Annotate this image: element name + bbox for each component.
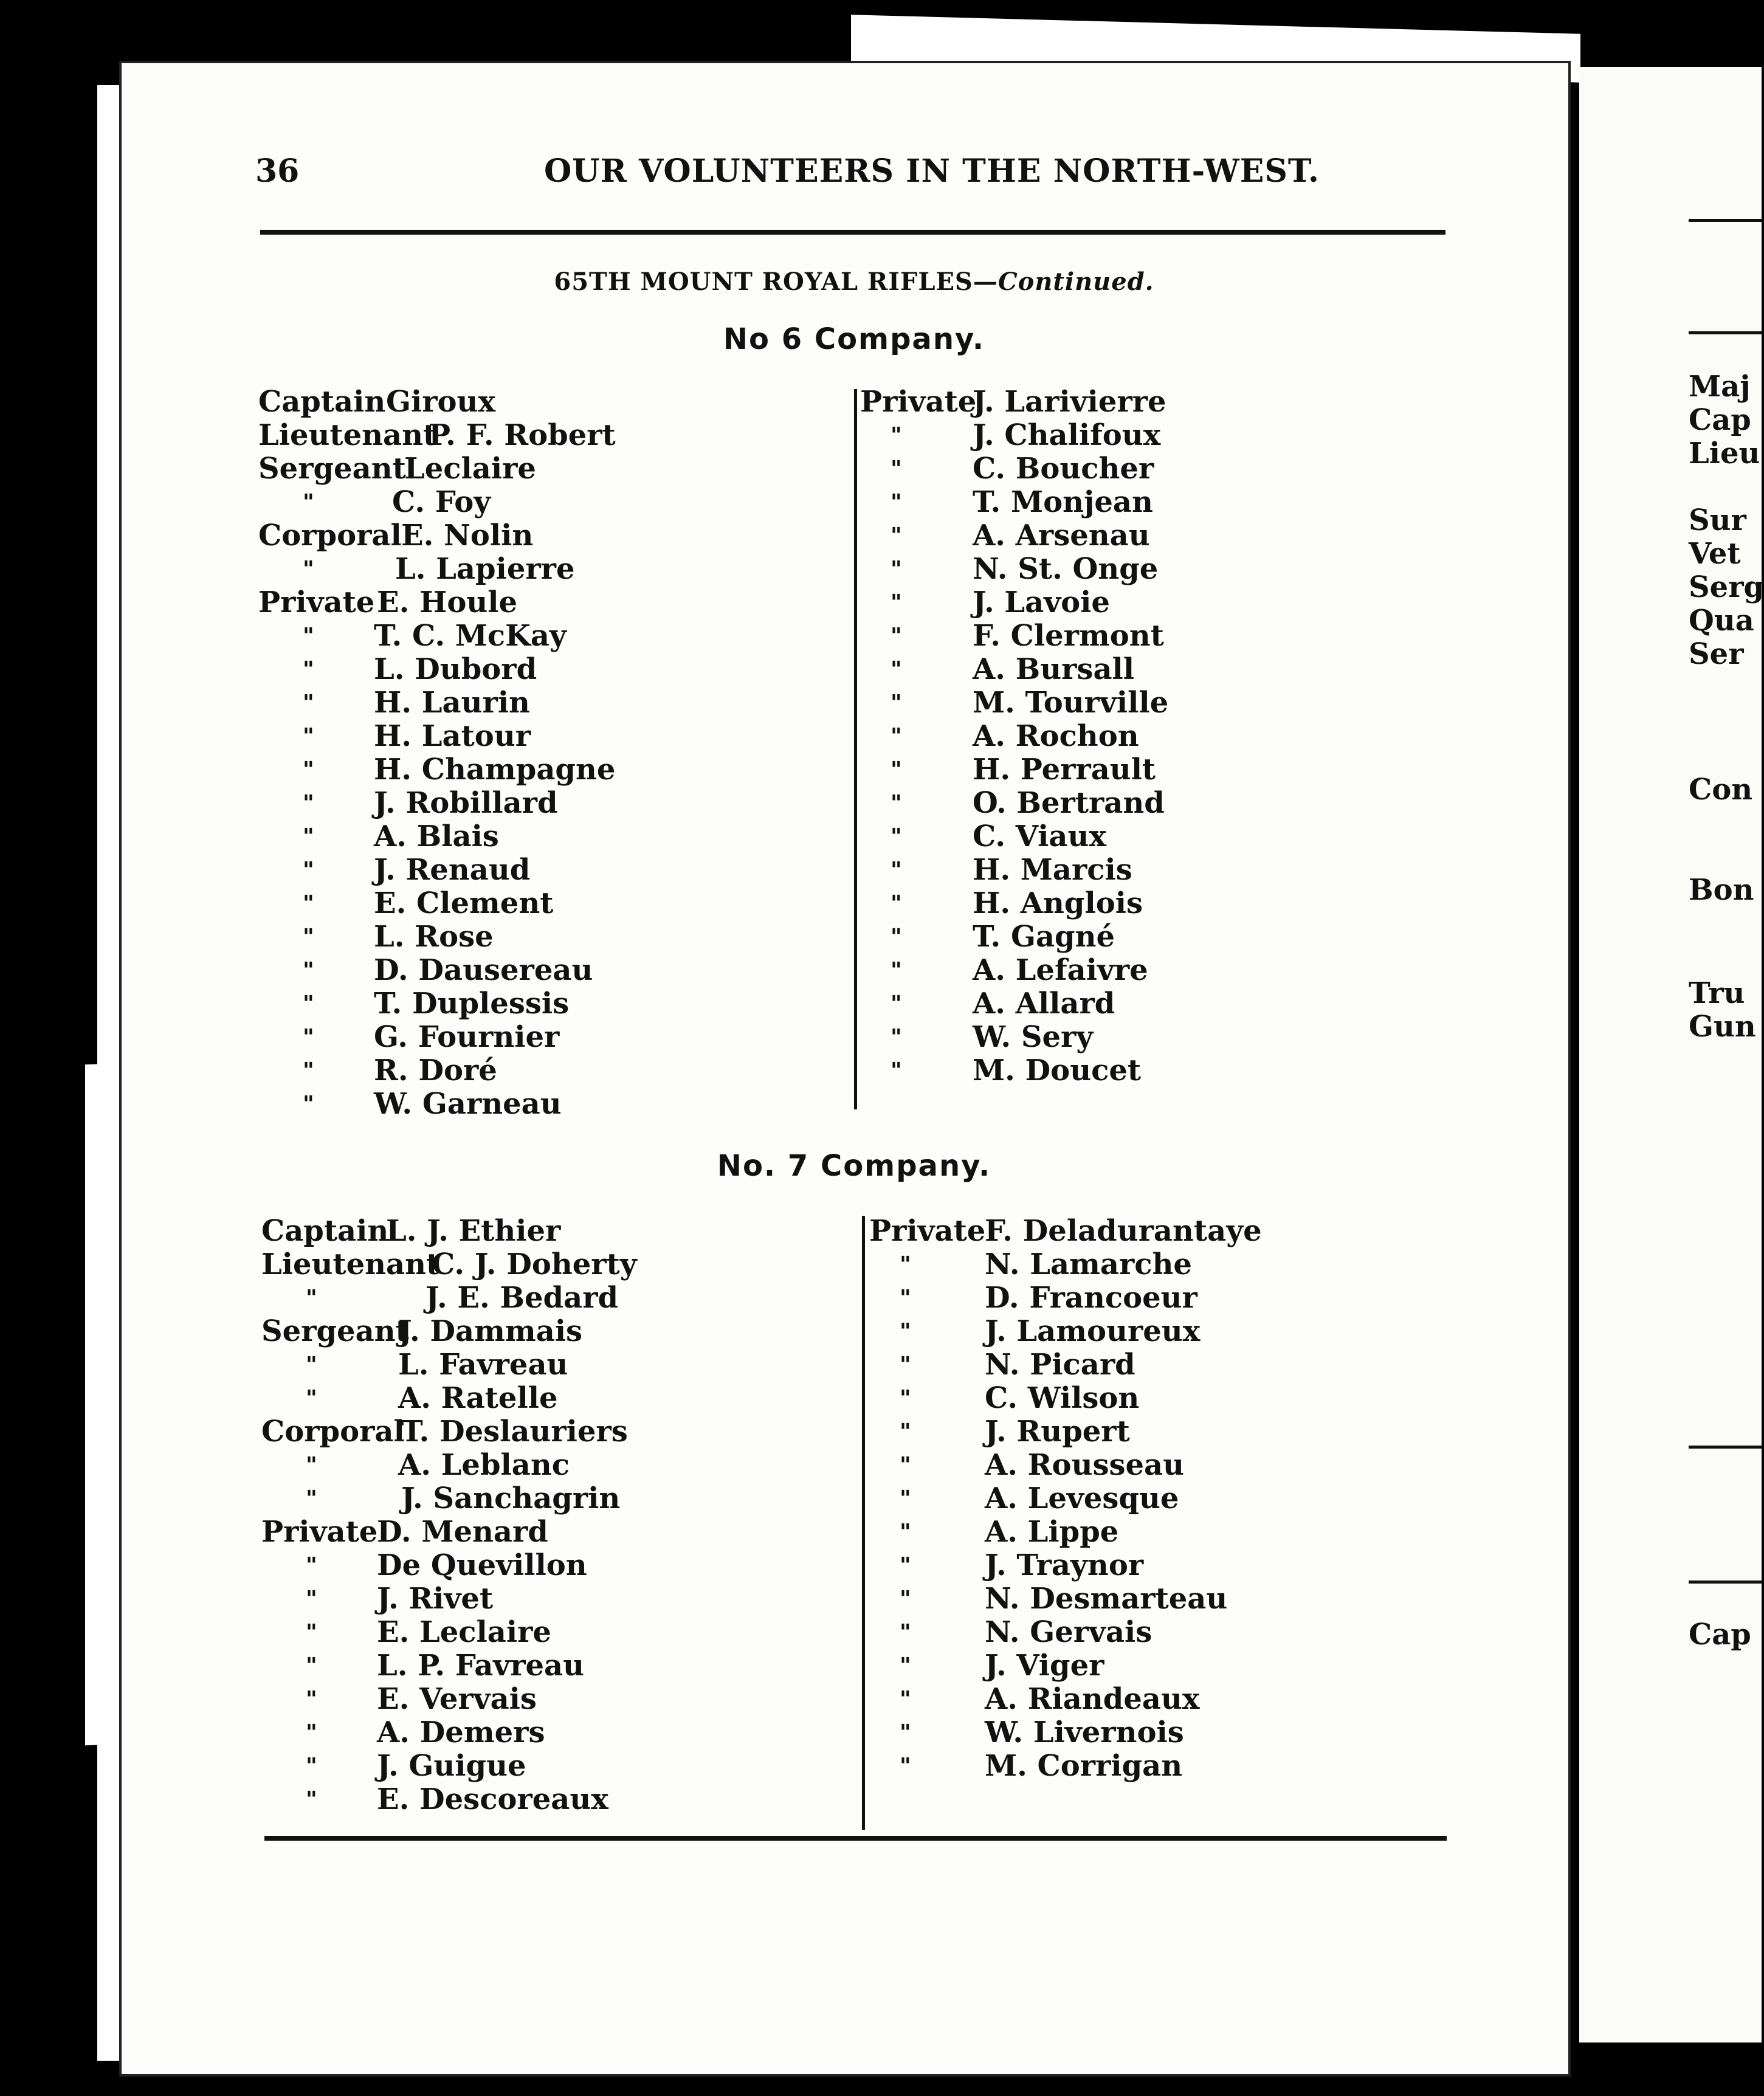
soldier-name: N. St. Onge [973, 552, 1159, 586]
ditto-mark: " [891, 457, 902, 481]
ditto-mark: " [306, 1653, 317, 1678]
soldier-name: J. Lamoureux [985, 1314, 1201, 1348]
soldier-name: T. Gagné [973, 920, 1115, 954]
ditto-mark: " [891, 757, 902, 782]
soldier-name: N. Desmarteau [985, 1582, 1228, 1616]
ditto-mark: " [303, 557, 314, 582]
soldier-name: J. Larivierre [973, 385, 1166, 419]
company-7-heading: No. 7 Company. [717, 1149, 991, 1183]
soldier-name: A. Riandeaux [985, 1682, 1200, 1716]
soldier-name: M. Doucet [973, 1053, 1142, 1088]
ditto-mark: " [900, 1520, 911, 1545]
ditto-mark: " [303, 724, 314, 749]
ditto-mark: " [900, 1687, 911, 1712]
soldier-name: M. Corrigan [985, 1749, 1183, 1783]
soldier-name: J. Renaud [374, 853, 531, 887]
ditto-mark: " [900, 1252, 911, 1277]
soldier-name: A. Bursall [973, 652, 1135, 686]
ditto-mark: " [303, 858, 314, 883]
ditto-mark: " [900, 1486, 911, 1511]
column-divider [862, 1216, 865, 1830]
soldier-name: L. P. Favreau [377, 1649, 585, 1683]
soldier-name: C. Foy [392, 485, 491, 519]
ditto-mark: " [891, 891, 902, 916]
rank-label: Sergeant [261, 1314, 409, 1348]
footer-rule [264, 1836, 1447, 1841]
ditto-mark: " [303, 490, 314, 515]
soldier-name: J. Chalifoux [973, 418, 1161, 452]
soldier-name: J. Robillard [374, 786, 558, 820]
soldier-name: M. Tourville [973, 686, 1169, 720]
soldier-name: Leclaire [404, 452, 536, 486]
soldier-name: H. Marcis [973, 853, 1132, 887]
rank-label: Private [860, 385, 977, 419]
ditto-mark: " [900, 1353, 911, 1377]
ditto-mark: " [891, 824, 902, 849]
rank-label: Sergeant [258, 452, 406, 486]
soldier-name: L. J. Ethier [386, 1214, 561, 1248]
ditto-mark: " [306, 1787, 317, 1812]
ditto-mark: " [891, 657, 902, 682]
soldier-name: C. Viaux [973, 819, 1107, 853]
ditto-mark: " [891, 925, 902, 950]
soldier-name: A. Allard [973, 987, 1115, 1021]
ditto-mark: " [306, 1453, 317, 1478]
soldier-name: A. Ratelle [398, 1381, 558, 1415]
ditto-mark: " [891, 858, 902, 883]
facing-page-word: Gun [1689, 1010, 1756, 1044]
soldier-name: A. Demers [377, 1715, 545, 1750]
soldier-name: Giroux [386, 385, 496, 419]
soldier-name: A. Lippe [985, 1515, 1119, 1549]
ditto-mark: " [891, 490, 902, 515]
facing-page-rule [1689, 1446, 1762, 1449]
soldier-name: O. Bertrand [973, 786, 1165, 820]
ditto-mark: " [891, 557, 902, 582]
soldier-name: H. Laurin [374, 686, 530, 720]
ditto-mark: " [303, 891, 314, 916]
regiment-name: 65TH MOUNT ROYAL RIFLES— [554, 267, 998, 296]
ditto-mark: " [900, 1386, 911, 1411]
soldier-name: J. Viger [985, 1649, 1104, 1683]
ditto-mark: " [900, 1286, 911, 1311]
soldier-name: L. Favreau [398, 1348, 568, 1382]
soldier-name: A. Rousseau [985, 1448, 1185, 1482]
ditto-mark: " [891, 624, 902, 649]
running-title: OUR VOLUNTEERS IN THE NORTH-WEST. [544, 153, 1320, 190]
ditto-mark: " [303, 1025, 314, 1050]
ditto-mark: " [900, 1319, 911, 1344]
soldier-name: F. Clermont [973, 619, 1164, 653]
soldier-name: E. Vervais [377, 1682, 537, 1716]
soldier-name: N. Picard [985, 1348, 1135, 1382]
ditto-mark: " [303, 657, 314, 682]
rank-label: Private [261, 1515, 378, 1549]
ditto-mark: " [891, 523, 902, 548]
ditto-mark: " [900, 1553, 911, 1578]
ditto-mark: " [891, 991, 902, 1016]
facing-page-rule [1689, 331, 1762, 334]
ditto-mark: " [900, 1720, 911, 1745]
soldier-name: J. Lavoie [973, 585, 1110, 619]
soldier-name: E. Houle [377, 585, 518, 619]
soldier-name: E. Leclaire [377, 1615, 551, 1649]
rank-label: Private [258, 585, 375, 619]
soldier-name: P. F. Robert [429, 418, 616, 452]
page-number: 36 [255, 153, 300, 190]
facing-page-rule [1689, 1581, 1762, 1584]
ditto-mark: " [303, 1092, 314, 1117]
soldier-name: L. Rose [374, 920, 494, 954]
rank-label: Corporal [258, 519, 402, 553]
soldier-name: J. Dammais [398, 1314, 583, 1348]
soldier-name: H. Champagne [374, 753, 616, 787]
soldier-name: E. Descoreaux [377, 1782, 608, 1816]
soldier-name: C. Wilson [985, 1381, 1140, 1415]
soldier-name: T. C. McKay [374, 619, 567, 653]
ditto-mark: " [891, 423, 902, 448]
facing-page-word: Ser [1689, 637, 1744, 671]
soldier-name: A. Arsenau [973, 519, 1150, 553]
ditto-mark: " [303, 791, 314, 816]
soldier-name: J. Rivet [377, 1582, 494, 1616]
company-6-heading: No 6 Company. [723, 322, 985, 356]
facing-page-word: Vet [1689, 537, 1741, 571]
facing-page [1579, 67, 1762, 2043]
soldier-name: C. Boucher [973, 452, 1154, 486]
soldier-name: D. Dausereau [374, 953, 593, 987]
soldier-name: E. Clement [374, 886, 554, 920]
rank-label: Corporal [261, 1415, 405, 1449]
soldier-name: A. Leblanc [398, 1448, 570, 1482]
soldier-name: H. Latour [374, 719, 531, 753]
ditto-mark: " [306, 1687, 317, 1712]
soldier-name: J. Rupert [985, 1415, 1130, 1449]
soldier-name: N. Lamarche [985, 1247, 1192, 1281]
ditto-mark: " [306, 1754, 317, 1779]
ditto-mark: " [891, 791, 902, 816]
ditto-mark: " [306, 1620, 317, 1645]
soldier-name: De Quevillon [377, 1548, 587, 1582]
ditto-mark: " [303, 624, 314, 649]
ditto-mark: " [303, 824, 314, 849]
soldier-name: D. Menard [377, 1515, 548, 1549]
facing-page-word: Serg [1689, 570, 1764, 604]
ditto-mark: " [891, 958, 902, 983]
ditto-mark: " [891, 590, 902, 615]
facing-page-word: Sur [1689, 503, 1746, 537]
soldier-name: E. Nolin [401, 519, 534, 553]
column-divider [854, 389, 857, 1109]
continued-label: Continued. [997, 267, 1154, 296]
ditto-mark: " [900, 1587, 911, 1612]
ditto-mark: " [306, 1587, 317, 1612]
soldier-name: A. Lefaivre [973, 953, 1148, 987]
facing-page-word: Tru [1689, 976, 1745, 1010]
ditto-mark: " [306, 1720, 317, 1745]
ditto-mark: " [306, 1286, 317, 1311]
soldier-name: H. Perrault [973, 753, 1156, 787]
rank-label: Private [869, 1214, 986, 1248]
soldier-name: A. Levesque [985, 1481, 1179, 1515]
ditto-mark: " [306, 1553, 317, 1578]
rank-label: Captain [261, 1214, 389, 1248]
facing-page-rule [1689, 219, 1762, 222]
facing-page-word: Lieu [1689, 436, 1760, 471]
soldier-name: N. Gervais [985, 1615, 1152, 1649]
facing-page-word: Cap [1689, 403, 1751, 437]
ditto-mark: " [303, 691, 314, 715]
facing-page-word: Qua [1689, 604, 1754, 638]
soldier-name: T. Duplessis [374, 987, 570, 1021]
ditto-mark: " [891, 1025, 902, 1050]
soldier-name: J. E. Bedard [425, 1281, 619, 1315]
soldier-name: H. Anglois [973, 886, 1143, 920]
rank-label: Lieutenant [258, 418, 437, 452]
ditto-mark: " [891, 724, 902, 749]
rank-label: Captain [258, 385, 386, 419]
soldier-name: L. Lapierre [395, 552, 575, 586]
regiment-heading [255, 267, 1453, 296]
ditto-mark: " [900, 1754, 911, 1779]
soldier-name: A. Rochon [973, 719, 1139, 753]
soldier-name: L. Dubord [374, 652, 537, 686]
facing-page-word: Con [1689, 773, 1753, 807]
soldier-name: J. Guigue [377, 1749, 526, 1783]
soldier-name: J. Traynor [985, 1548, 1144, 1582]
soldier-name: R. Doré [374, 1053, 497, 1088]
rank-label: Lieutenant [261, 1247, 440, 1281]
soldier-name: A. Blais [374, 819, 499, 853]
soldier-name: T. Deslauriers [401, 1415, 628, 1449]
ditto-mark: " [900, 1653, 911, 1678]
soldier-name: T. Monjean [973, 485, 1153, 519]
header-rule [260, 230, 1445, 235]
soldier-name: G. Fournier [374, 1020, 560, 1054]
ditto-mark: " [306, 1386, 317, 1411]
soldier-name: J. Sanchagrin [401, 1481, 621, 1515]
ditto-mark: " [303, 991, 314, 1016]
ditto-mark: " [891, 1058, 902, 1083]
book-page [119, 61, 1571, 2077]
soldier-name: W. Garneau [374, 1087, 562, 1121]
facing-page-word: Cap [1689, 1618, 1751, 1652]
ditto-mark: " [303, 958, 314, 983]
ditto-mark: " [306, 1486, 317, 1511]
facing-page-word: Maj [1689, 370, 1751, 404]
ditto-mark: " [303, 1058, 314, 1083]
soldier-name: W. Sery [973, 1020, 1094, 1054]
ditto-mark: " [900, 1453, 911, 1478]
soldier-name: C. J. Doherty [432, 1247, 637, 1281]
soldier-name: F. Deladurantaye [985, 1214, 1262, 1248]
ditto-mark: " [306, 1353, 317, 1377]
ditto-mark: " [303, 757, 314, 782]
ditto-mark: " [900, 1620, 911, 1645]
soldier-name: D. Francoeur [985, 1281, 1197, 1315]
ditto-mark: " [303, 925, 314, 950]
ditto-mark: " [900, 1419, 911, 1444]
ditto-mark: " [891, 691, 902, 715]
soldier-name: W. Livernois [985, 1715, 1184, 1750]
facing-page-word: Bon [1689, 873, 1754, 907]
